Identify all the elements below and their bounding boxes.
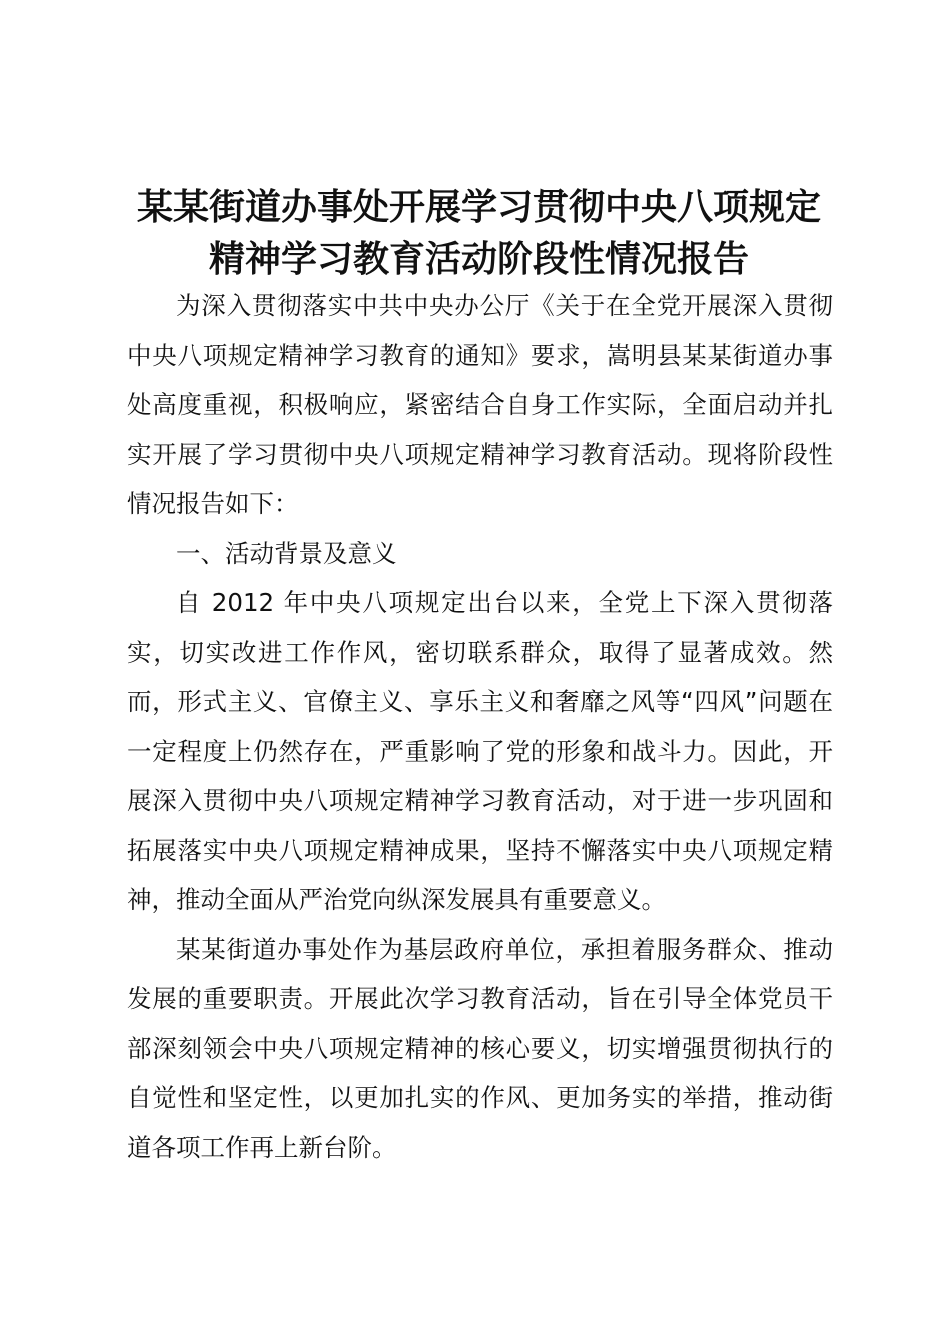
background-paragraph-2: 某某街道办事处作为基层政府单位，承担着服务群众、推动发展的重要职责。开展此次学习教育活动，旨在引导全体党员干部深刻领会中央八项规定精神的核心要义，切实增强贯彻执行的自觉性和坚定性，以更加扎实的作风、更加务实的举措，推动街道各项工作再上新台阶。 bbox=[127, 934, 833, 1162]
background-paragraph-1: 自 2012 年中央八项规定出台以来，全党上下深入贯彻落实，切实改进工作作风，密切联系群众，取得了显著成效。然而，形式主义、官僚主义、享乐主义和奢靡之风等“四风”问题在一定程度上仍然存在，严重影响了党的形象和战斗力。因此，开展深入贯彻中央八项规定精神学习教育活动，对于进一步巩固和拓展落实中央八项规定精神成果，坚持不懈落实中央八项规定精神，推动全面从严治党向纵深发展具有重要意义。 bbox=[127, 588, 833, 914]
document-title: 某某街道办事处开展学习贯彻中央八项规定精神学习教育活动阶段性情况报告 bbox=[136, 187, 821, 280]
intro-paragraph: 为深入贯彻落实中共中央办公厅《关于在全党开展深入贯彻中央八项规定精神学习教育的通知》要求，嵩明县某某街道办事处高度重视，积极响应，紧密结合自身工作实际，全面启动并扎实开展了学习贯彻中央八项规定精神学习教育活动。现将阶段性情况报告如下： bbox=[127, 291, 833, 518]
section-heading-background: 一、活动背景及意义 bbox=[176, 538, 397, 568]
document-body bbox=[127, 281, 833, 1172]
